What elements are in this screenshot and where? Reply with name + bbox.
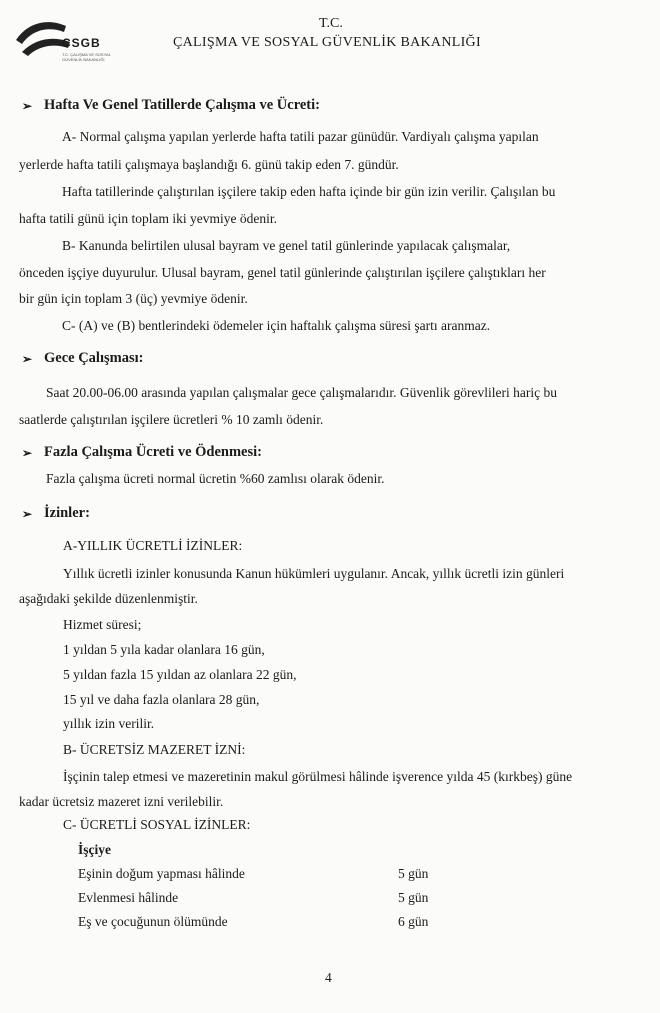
paragraph-line: 5 yıldan fazla 15 yıldan az olanlara 22 gün, [63,667,297,682]
paragraph-line: İşçinin talep etmesi ve mazeretinin makul görülmesi hâlinde işverence yılda 45 (kırkbeş) güne [63,769,573,784]
logo-small-text: T.C. ÇALIŞMA VE SOSYAL GÜVENLİK BAKANLIĞI [62,52,111,62]
paragraph-line: aşağıdaki şekilde düzenlenmiştir. [19,591,198,606]
subheading-c: C- ÜCRETLİ SOSYAL İZİNLER: [63,817,251,832]
paragraph-line: Saat 20.00-06.00 arasında yapılan çalışmalar gece çalışmalarıdır. Güvenlik görevlileri hariç bu [46,385,557,400]
leave-row-value: 5 gün [398,890,429,905]
bullet-arrow-icon: ➢ [22,99,33,113]
paragraph-line: önceden işçiye duyurulur. Ulusal bayram, genel tatil günlerinde çalıştırılan işçilere çalıştıkları her [19,265,546,280]
bullet-arrow-icon: ➢ [22,507,33,521]
paragraph-line: bir gün için toplam 3 (üç) yevmiye ödenir. [19,291,248,306]
paragraph-line: yerlerde hafta tatili çalışmaya başlandığı 6. günü takip eden 7. gündür. [19,157,399,172]
subheading-a: A-YILLIK ÜCRETLİ İZİNLER: [63,538,243,553]
paragraph-line: hafta tatili günü için toplam iki yevmiye ödenir. [19,211,277,226]
paragraph-line: Hafta tatillerinde çalıştırılan işçilere takip eden hafta içinde bir gün izin verilir. Çalışılan bu [62,184,556,199]
paragraph-line: yıllık izin verilir. [63,716,155,731]
paragraph-line: C- (A) ve (B) bentlerindeki ödemeler için haftalık çalışma süresi şartı aranmaz. [62,318,491,333]
section-heading-gece: Gece Çalışması: [44,350,144,366]
leave-row-label: Eşinin doğum yapması hâlinde [78,866,245,881]
logo-text: CSGB [62,36,101,50]
section-heading-fazla: Fazla Çalışma Ücreti ve Ödenmesi: [44,444,262,460]
paragraph-line: B- Kanunda belirtilen ulusal bayram ve genel tatil günlerinde yapılacak çalışmalar, [62,238,511,253]
header-ministry: ÇALIŞMA VE SOSYAL GÜVENLİK BAKANLIĞI [173,35,481,50]
leave-row-label: Evlenmesi hâlinde [78,890,179,905]
csgb-logo [14,12,144,82]
paragraph-line: A- Normal çalışma yapılan yerlerde hafta tatili pazar günüdür. Vardiyalı çalışma yapılan [62,129,539,144]
subheading-b: B- ÜCRETSİZ MAZERET İZNİ: [63,742,246,757]
paragraph-line: 15 yıl ve daha fazla olanlara 28 gün, [63,692,260,707]
page-number: 4 [325,970,332,985]
leave-row-value: 5 gün [398,866,429,881]
bullet-arrow-icon: ➢ [22,352,33,366]
paragraph-line: Yıllık ücretli izinler konusunda Kanun hükümleri uygulanır. Ancak, yıllık ücretli izin günleri [63,566,565,581]
paragraph-line: kadar ücretsiz mazeret izni verilebilir. [19,794,224,809]
bullet-arrow-icon: ➢ [22,446,33,460]
section-heading-izinler: İzinler: [44,505,90,521]
isciye-label: İşçiye [78,842,111,857]
paragraph-line: 1 yıldan 5 yıla kadar olanlara 16 gün, [63,642,265,657]
leave-row-value: 6 gün [398,914,429,929]
section-heading-hafta: Hafta Ve Genel Tatillerde Çalışma ve Ücreti: [44,97,320,113]
leave-row-label: Eş ve çocuğunun ölümünde [78,914,228,929]
paragraph-line: saatlerde çalıştırılan işçilere ücretleri % 10 zamlı ödenir. [19,412,324,427]
paragraph-line: Fazla çalışma ücreti normal ücretin %60 zamlısı olarak ödenir. [46,471,385,486]
header-tc: T.C. [319,16,343,31]
paragraph-line: Hizmet süresi; [63,617,142,632]
